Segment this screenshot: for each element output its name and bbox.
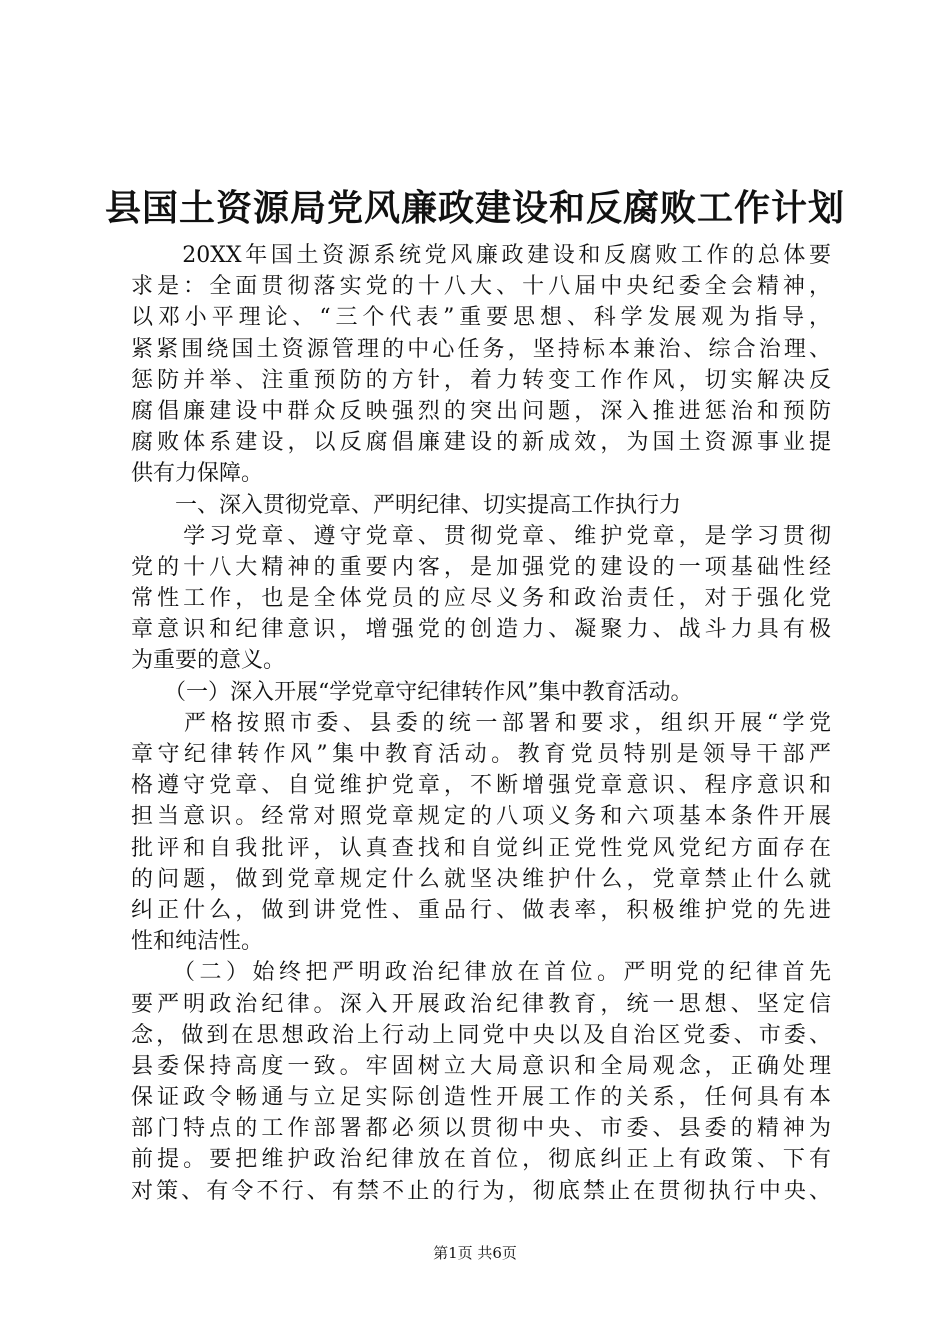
text-line: （一）深入开展“学党章守纪律转作风”集中教育活动。 [131, 679, 693, 705]
text-line: 惩防并举、注重预防的方针，着力转变工作作风，切实解决反 [131, 367, 831, 393]
document-body [131, 240, 831, 1207]
text-line: 批评和自我批评，认真查找和自觉纠正党性党风党纪方面存在 [131, 835, 831, 861]
text-line: 章意识和纪律意识，增强党的创造力、凝聚力、战斗力具有极 [131, 617, 831, 643]
text-line: （二）始终把严明政治纪律放在首位。严明党的纪律首先 [131, 960, 831, 986]
text-line: 20XX年国土资源系统党风廉政建设和反腐败工作的总体要 [131, 243, 831, 268]
text-line: 以邓小平理论、“三个代表”重要思想、科学发展观为指导， [131, 305, 831, 331]
text-line: 纠正什么，做到讲党性、重品行、做表率，积极维护党的先进 [131, 897, 831, 923]
document-title: 县国土资源局党风廉政建设和反腐败工作计划 [104, 187, 845, 229]
text-line: 担当意识。经常对照党章规定的八项义务和六项基本条件开展 [131, 804, 831, 830]
text-line: 一、深入贯彻党章、严明纪律、切实提高工作执行力 [131, 492, 682, 518]
text-line: 部门特点的工作部署都必须以贯彻中央、市委、县委的精神为 [131, 1116, 831, 1142]
text-line: 为重要的意义。 [131, 648, 286, 674]
text-line: 党的十八大精神的重要内客，是加强党的建设的一项基础性经 [131, 554, 831, 580]
text-line: 腐倡廉建设中群众反映强烈的突出问题，深入推进惩治和预防 [131, 398, 831, 424]
text-line: 求是：全面贯彻落实党的十八大、十八届中央纪委全会精神， [131, 274, 831, 300]
text-line: 前提。要把维护政治纪律放在首位，彻底纠正上有政策、下有 [131, 1147, 831, 1173]
text-line: 对策、有令不行、有禁不止的行为，彻底禁止在贯彻执行中央、 [131, 1178, 831, 1204]
text-line: 保证政令畅通与立足实际创造性开展工作的关系，任何具有本 [131, 1085, 831, 1111]
text-line: 学习党章、遵守党章、贯彻党章、维护党章，是学习贯彻 [131, 523, 831, 549]
text-line: 严格按照市委、县委的统一部署和要求，组织开展“学党 [131, 710, 831, 736]
text-line: 要严明政治纪律。深入开展政治纪律教育，统一思想、坚定信 [131, 991, 831, 1017]
text-line: 的问题，做到党章规定什么就坚决维护什么，党章禁止什么就 [131, 866, 831, 892]
text-line: 性和纯洁性。 [131, 929, 264, 955]
text-line: 供有力保障。 [131, 461, 264, 487]
text-line: 念，做到在思想政治上行动上同党中央以及自治区党委、市委、 [131, 1022, 831, 1048]
page-footer: 第1页 共6页 [433, 1244, 517, 1262]
text-line: 县委保持高度一致。牢固树立大局意识和全局观念，正确处理 [131, 1053, 831, 1079]
text-line: 紧紧围绕国土资源管理的中心任务，坚持标本兼治、综合治理、 [131, 336, 831, 362]
text-line: 常性工作，也是全体党员的应尽义务和政治责任，对于强化党 [131, 586, 831, 612]
text-line: 格遵守党章、自觉维护党章，不断增强党章意识、程序意识和 [131, 773, 831, 799]
text-line: 腐败体系建设，以反腐倡廉建设的新成效，为国土资源事业提 [131, 430, 831, 456]
text-line: 章守纪律转作风”集中教育活动。教育党员特别是领导干部严 [131, 742, 831, 767]
